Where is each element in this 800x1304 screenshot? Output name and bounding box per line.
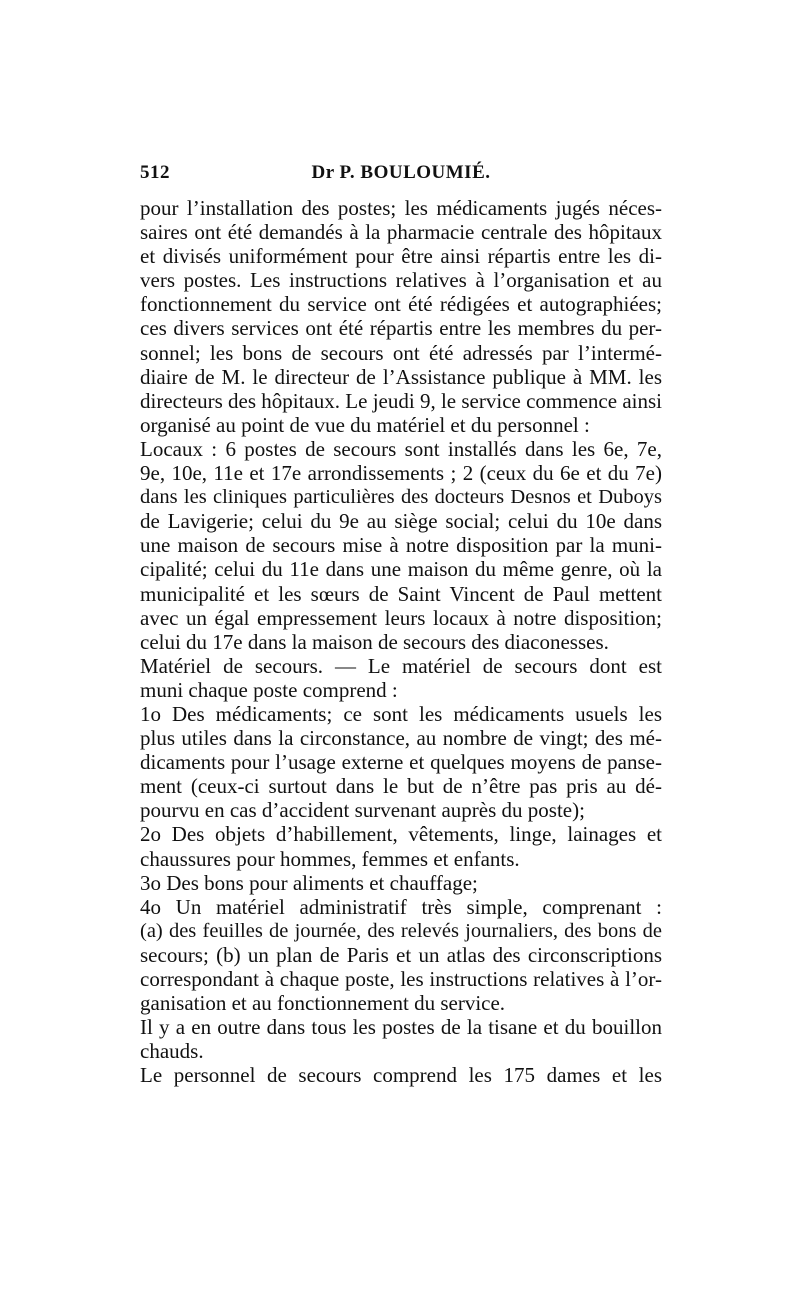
text-line: 4o Un matériel administratif très simple, comprenant : — [140, 894, 662, 919]
text-line: Matériel de secours. — Le matériel de secours dont est — [140, 653, 662, 678]
text-line: secours; (b) un plan de Paris et un atlas des circonscriptions — [140, 942, 662, 967]
text-line: muni chaque poste comprend : — [140, 677, 398, 702]
text-line: saires ont été demandés à la pharmacie centrale des hôpitaux — [140, 220, 662, 245]
text-line: 9e, 10e, 11e et 17e arrondissements ; 2 (ceux du 6e et du 7e) — [140, 461, 662, 486]
text-line: ment (ceux-ci surtout dans le but de n’être pas pris au dé- — [140, 774, 662, 799]
text-line: organisé au point de vue du matériel et du personnel : — [140, 412, 590, 437]
text-line: correspondant à chaque poste, les instructions relatives à l’or- — [140, 967, 662, 991]
text-line: dans les cliniques particulières des docteurs Desnos et Duboys — [140, 486, 662, 509]
text-line: pourvu en cas d’accident survenant auprès du poste); — [140, 798, 585, 823]
text-line: municipalité et les sœurs de Saint Vincent de Paul mettent — [140, 581, 662, 606]
text-line: celui du 17e dans la maison de secours des diaconesses. — [140, 629, 609, 654]
text-line: sonnel; les bons de secours ont été adressés par l’intermé- — [140, 340, 662, 365]
text-line: diaire de M. le directeur de l’Assistance publique à MM. les — [140, 364, 662, 389]
text-line: pour l’installation des postes; les médicaments jugés néces- — [140, 196, 662, 220]
text-line: plus utiles dans la circonstance, au nombre de vingt; des mé- — [140, 726, 662, 751]
text-line: une maison de secours mise à notre disposition par la muni- — [140, 533, 662, 558]
text-line: Locaux : 6 postes de secours sont installés dans les 6e, 7e, — [140, 436, 662, 461]
text-line: Le personnel de secours comprend les 175 dames et les — [140, 1063, 662, 1088]
text-line: 3o Des bons pour aliments et chauffage; — [140, 870, 478, 895]
page-header — [140, 162, 662, 192]
text-line: 2o Des objets d’habillement, vêtements, linge, lainages et — [140, 822, 662, 847]
text-line: chaussures pour hommes, femmes et enfants. — [140, 846, 520, 871]
text-line: directeurs des hôpitaux. Le jeudi 9, le service commence ainsi — [140, 388, 662, 413]
running-head: Dr P. BOULOUMIÉ. — [311, 162, 491, 183]
text-line: ganisation et au fonctionnement du service. — [140, 991, 506, 1016]
text-line: (a) des feuilles de journée, des relevés journaliers, des bons de — [140, 919, 662, 942]
page-number: 512 — [140, 162, 170, 183]
text-line: dicaments pour l’usage externe et quelques moyens de panse- — [140, 750, 662, 775]
text-line: avec un égal empressement leurs locaux à notre disposition; — [140, 605, 662, 630]
text-line: cipalité; celui du 11e dans une maison du même genre, où la — [140, 557, 662, 582]
body-text — [140, 196, 662, 1087]
text-line: vers postes. Les instructions relatives à l’organisation et au — [140, 268, 662, 293]
text-line: fonctionnement du service ont été rédigées et autographiées; — [140, 292, 662, 317]
text-line: chauds. — [140, 1039, 204, 1064]
text-line: Il y a en outre dans tous les postes de la tisane et du bouillon — [140, 1015, 662, 1040]
text-line: ces divers services ont été répartis entre les membres du per- — [140, 316, 662, 341]
text-line: et divisés uniformément pour être ainsi répartis entre les di- — [140, 244, 662, 269]
text-line: 1o Des médicaments; ce sont les médicaments usuels les — [140, 701, 662, 726]
text-line: de Lavigerie; celui du 9e au siège social; celui du 10e dans — [140, 509, 662, 534]
